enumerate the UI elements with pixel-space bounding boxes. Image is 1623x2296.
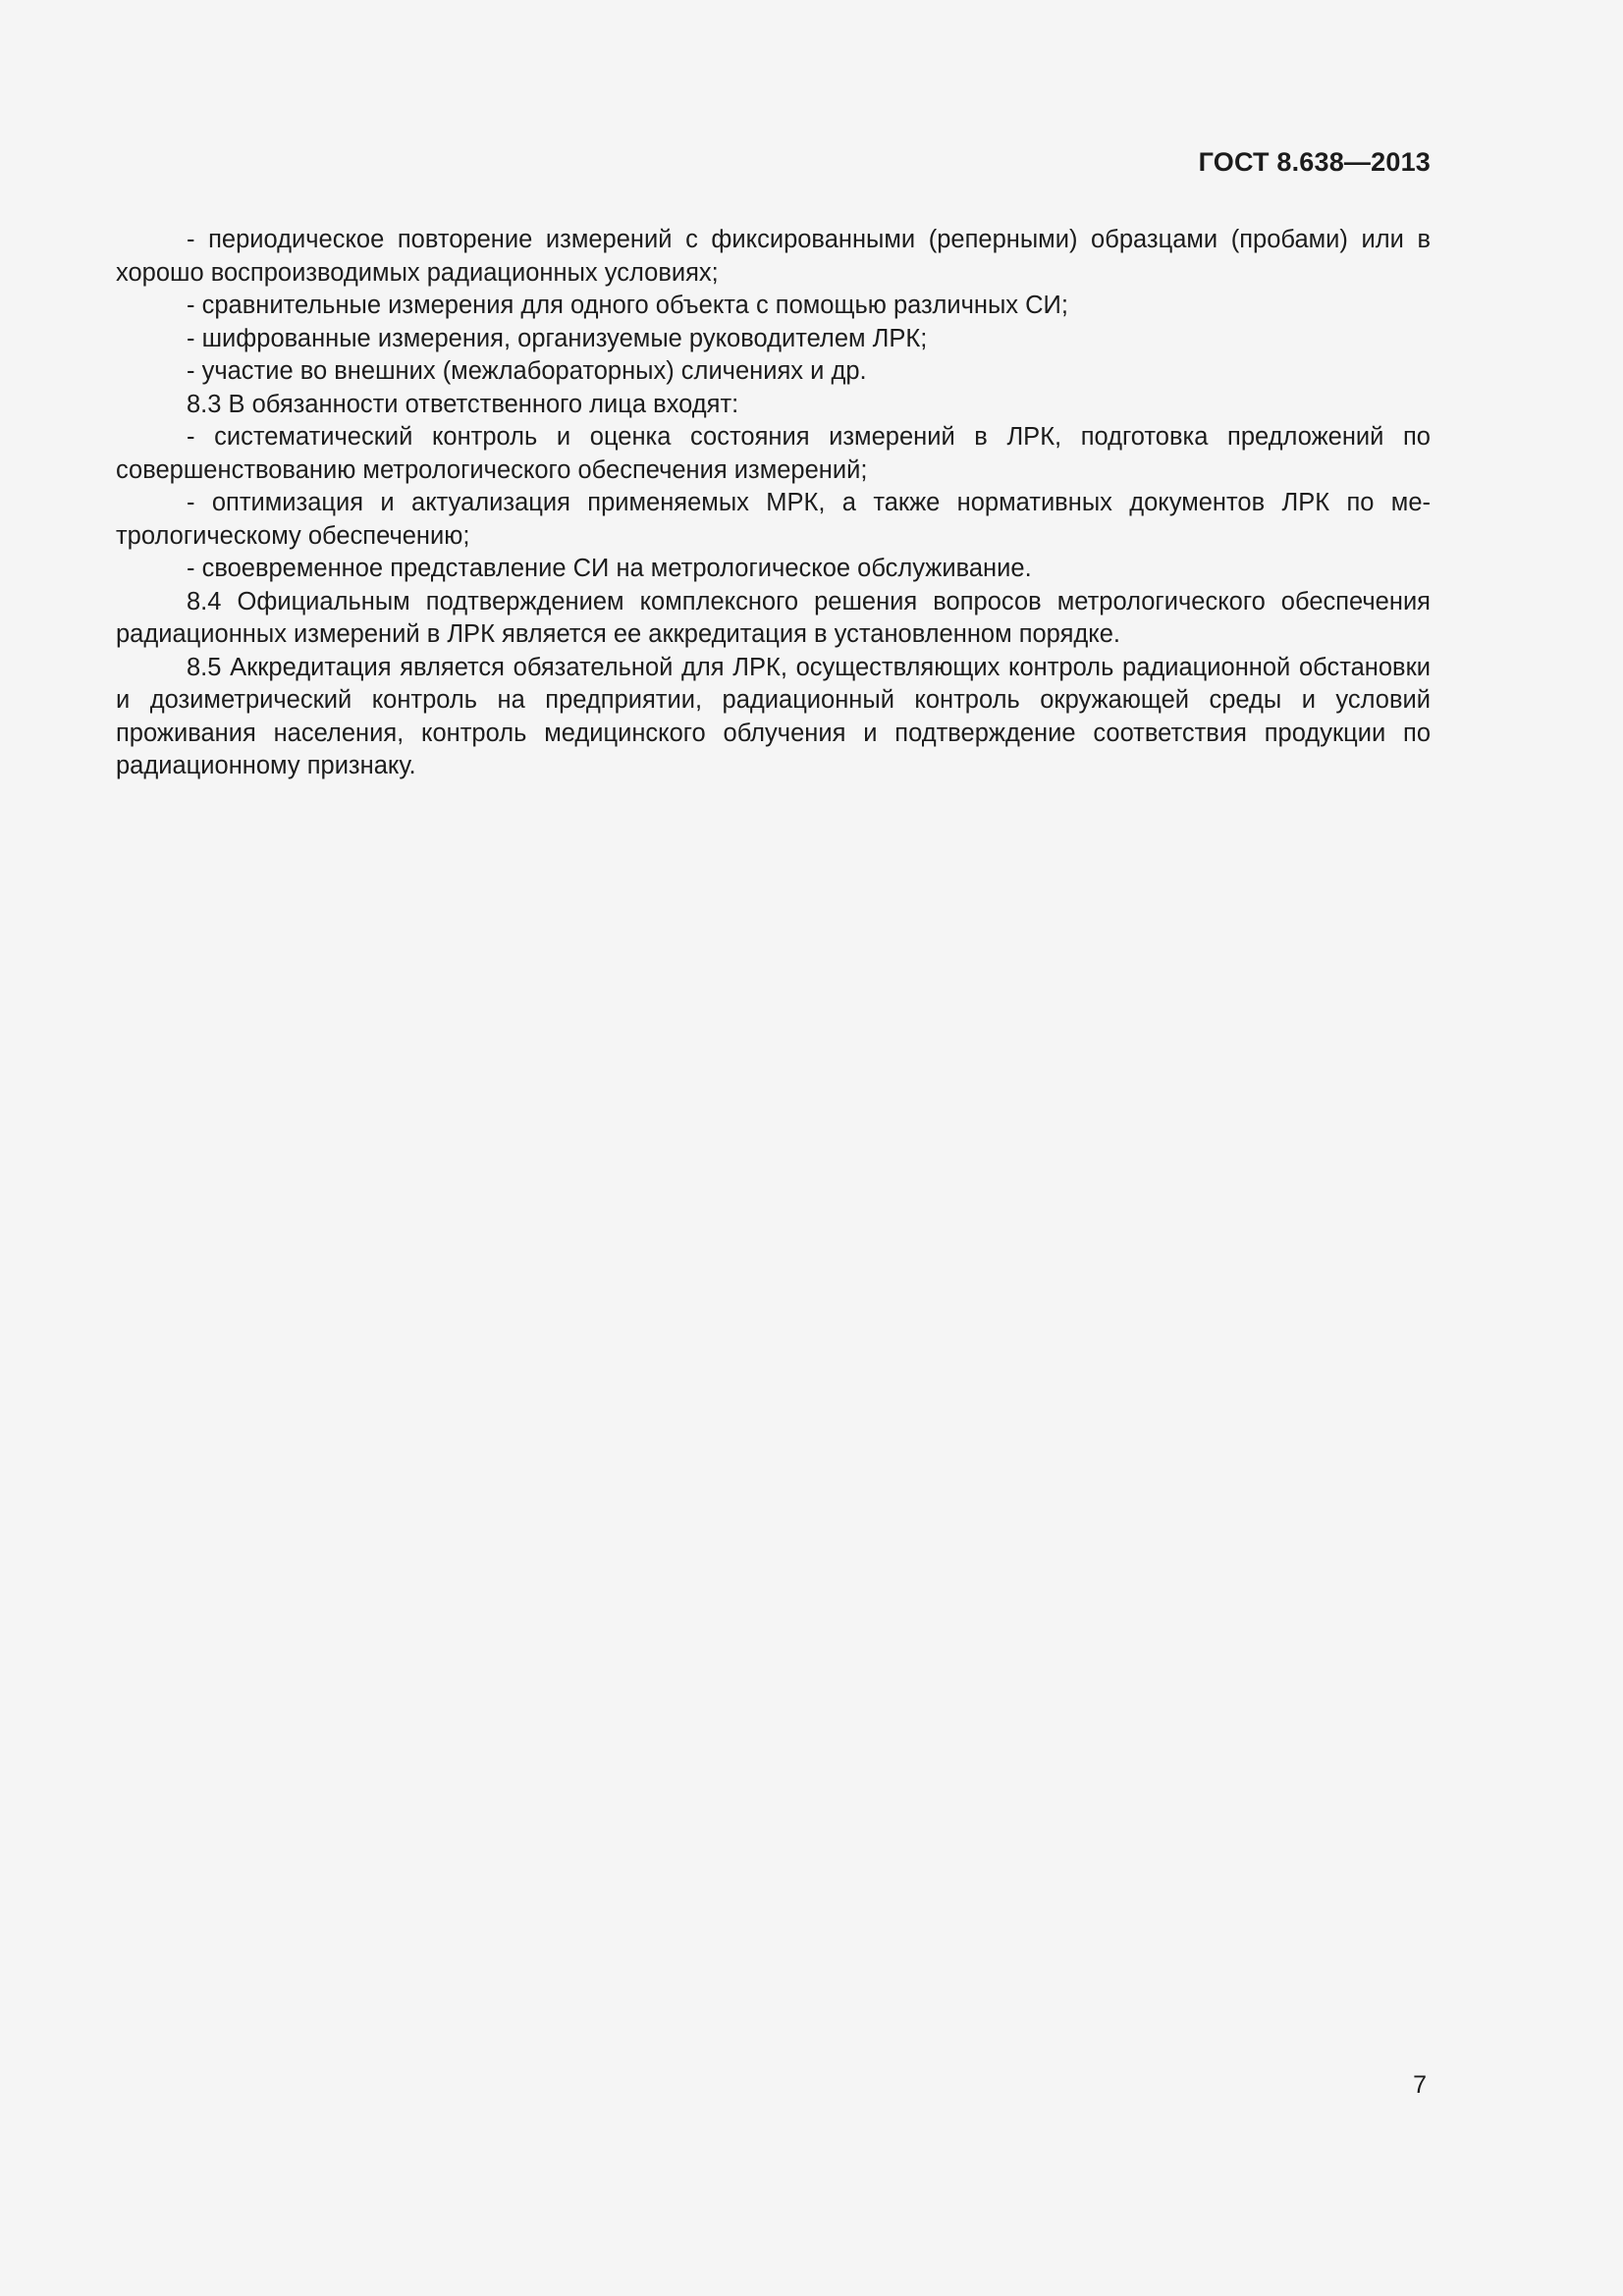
clause-8-3: 8.3 В обязанности ответственного лица входят: <box>187 390 739 418</box>
list-item-periodic-repeat: - периодическое повторение измерений с фиксированными (реперными) образцами (пробами) или в хорошо воспроизводимых радиационных условиях; <box>116 226 1431 287</box>
list-item-optimization: - оптимизация и актуализация применяемых МРК, а также нормативных документов ЛРК по метрологическому обеспечению; <box>116 489 1431 550</box>
document-code-header: ГОСТ 8.638—2013 <box>1198 147 1431 177</box>
list-item-comparative-measurements: - сравнительные измерения для одного объекта с помощью различных СИ; <box>187 292 1068 319</box>
list-item-encrypted-measurements: - шифрованные измерения, организуемые руководителем ЛРК; <box>187 324 928 352</box>
document-body <box>116 224 1431 783</box>
clause-8-5: 8.5 Аккредитация является обязательной для ЛРК, осуществляющих контроль радиационной обстановки и дозиметрический контроль на предприятии, радиационный контроль окружающей среды и условий проживания населения, контроль медицинского облучения и подтверждение соответствия продукции по радиационному признаку. <box>116 653 1431 779</box>
list-item-timely-submission: - своевременное представление СИ на метрологическое обслуживание. <box>187 555 1032 582</box>
list-item-systematic-control: - систематический контроль и оценка состояния измерений в ЛРК, подготовка предложений по совершенствованию метрологического обеспечения измерений; <box>116 423 1431 484</box>
list-item-interlab-comparisons: - участие во внешних (межлабораторных) сличениях и др. <box>187 357 867 385</box>
clause-8-4: 8.4 Официальным подтверждением комплексного решения вопросов метрологического обеспечения радиационных измерений в ЛРК является ее аккредитация в установленном порядке. <box>116 587 1431 648</box>
page-number: 7 <box>1413 2071 1427 2099</box>
